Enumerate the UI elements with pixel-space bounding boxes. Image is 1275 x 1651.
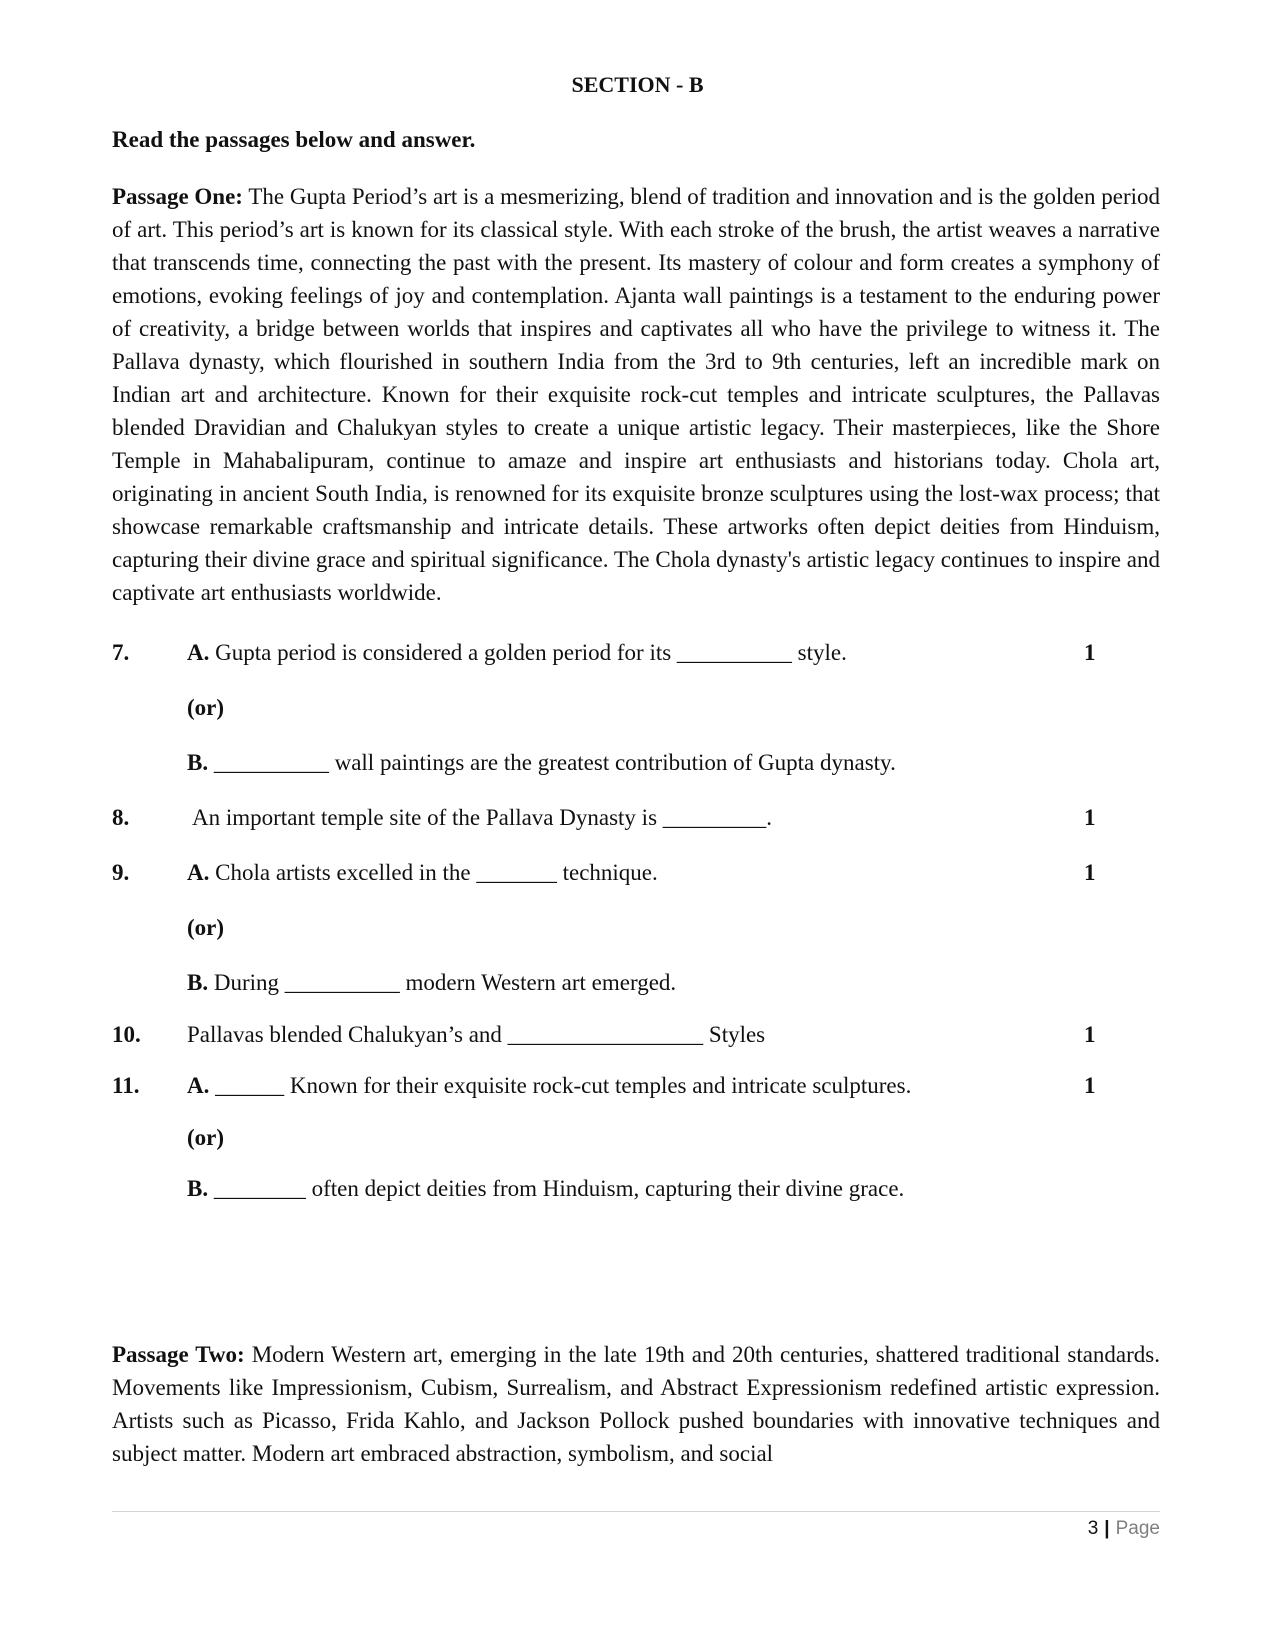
option-label: B. xyxy=(187,970,209,995)
page-number: 3 xyxy=(1087,1518,1099,1539)
question-marks: 1 xyxy=(1084,1073,1096,1098)
passage-two-label: Passage Two: xyxy=(112,1342,245,1367)
question-number: 8. xyxy=(112,805,130,830)
question-text: ______ Known for their exquisite rock-cut temples and intricate sculptures. xyxy=(215,1073,912,1098)
question-marks: 1 xyxy=(1084,805,1096,830)
question-8: An important temple site of the Pallava Dynasty is _________. xyxy=(192,805,773,830)
section-title: SECTION - B xyxy=(571,72,704,97)
instruction-heading: Read the passages below and answer. xyxy=(112,127,476,152)
passage-one-text: The Gupta Period’s art is a mesmerizing, blend of tradition and innovation and is the golden period of art. This period’s art is known for its classical style. With each stroke of the brush, the artist weaves a narrative that transcends time, connecting the past with the present. Its mastery of colour and form creates a symphony of emotions, evoking feelings of joy and contemplation. Ajanta wall paintings is a testament to the enduring power of creativity, a bridge between worlds that inspires and captivates all who have the privilege to witness it. The Pallava dynasty, which flourished in southern India from the 3rd to 9th centuries, left an incredible mark on Indian art and architecture. Known for their exquisite rock-cut temples and intricate sculptures, the Pallavas blended Dravidian and Chalukyan styles to create a unique artistic legacy. Their masterpieces, like the Shore Temple in Mahabalipuram, continue to amaze and inspire art enthusiasts and historians today. Chola art, originating in ancient South India, is renowned for its exquisite bronze sculptures using the lost-wax process; that showcase remarkable craftsmanship and intricate details. These artworks often depict deities from Hinduism, capturing their divine grace and spiritual significance. The Chola dynasty's artistic legacy continues to inspire and captivate art enthusiasts worldwide. xyxy=(112,184,1160,605)
option-label: A. xyxy=(187,640,210,665)
passage-two-text: Modern Western art, emerging in the late 19th and 20th centuries, shattered traditional standards. Movements like Impressionism, Cubism, Surrealism, and Abstract Expressionism redefined artistic expression. Artists such as Picasso, Frida Kahlo, and Jackson Pollock pushed boundaries with innovative techniques and subject matter. Modern art embraced abstraction, symbolism, and social xyxy=(112,1342,1160,1466)
question-text: ________ often depict deities from Hinduism, capturing their divine grace. xyxy=(213,1176,905,1201)
question-10: Pallavas blended Chalukyan’s and _________________ Styles xyxy=(187,1022,766,1047)
question-7b xyxy=(187,750,896,776)
or-separator: (or) xyxy=(187,915,225,940)
question-text: During __________ modern Western art emerged. xyxy=(213,970,677,995)
option-label: A. xyxy=(187,1073,210,1098)
question-11a xyxy=(187,1073,911,1099)
question-marks: 1 xyxy=(1084,1022,1096,1047)
question-7a xyxy=(187,640,847,666)
passage-two xyxy=(112,1338,1160,1470)
question-number: 7. xyxy=(112,640,130,665)
question-number: 11. xyxy=(112,1073,140,1098)
question-marks: 1 xyxy=(1084,640,1096,665)
footer-separator: | xyxy=(1104,1518,1110,1539)
option-label: B. xyxy=(187,750,209,775)
or-separator: (or) xyxy=(187,695,225,720)
question-text: Gupta period is considered a golden period for its __________ style. xyxy=(215,640,847,665)
footer-divider xyxy=(112,1511,1160,1512)
option-label: B. xyxy=(187,1176,209,1201)
question-number: 9. xyxy=(112,860,130,885)
question-text: Chola artists excelled in the _______ technique. xyxy=(215,860,658,885)
page-word: Page xyxy=(1115,1518,1160,1539)
passage-one-label: Passage One: xyxy=(112,184,243,209)
option-label: A. xyxy=(187,860,210,885)
passage-one xyxy=(112,180,1160,609)
page-footer xyxy=(1088,1518,1160,1540)
or-separator: (or) xyxy=(187,1125,225,1150)
question-number: 10. xyxy=(112,1022,141,1047)
question-9b xyxy=(187,970,676,996)
question-text: __________ wall paintings are the greatest contribution of Gupta dynasty. xyxy=(213,750,896,775)
question-9a xyxy=(187,860,658,886)
question-11b xyxy=(187,1176,904,1202)
question-marks: 1 xyxy=(1084,860,1096,885)
